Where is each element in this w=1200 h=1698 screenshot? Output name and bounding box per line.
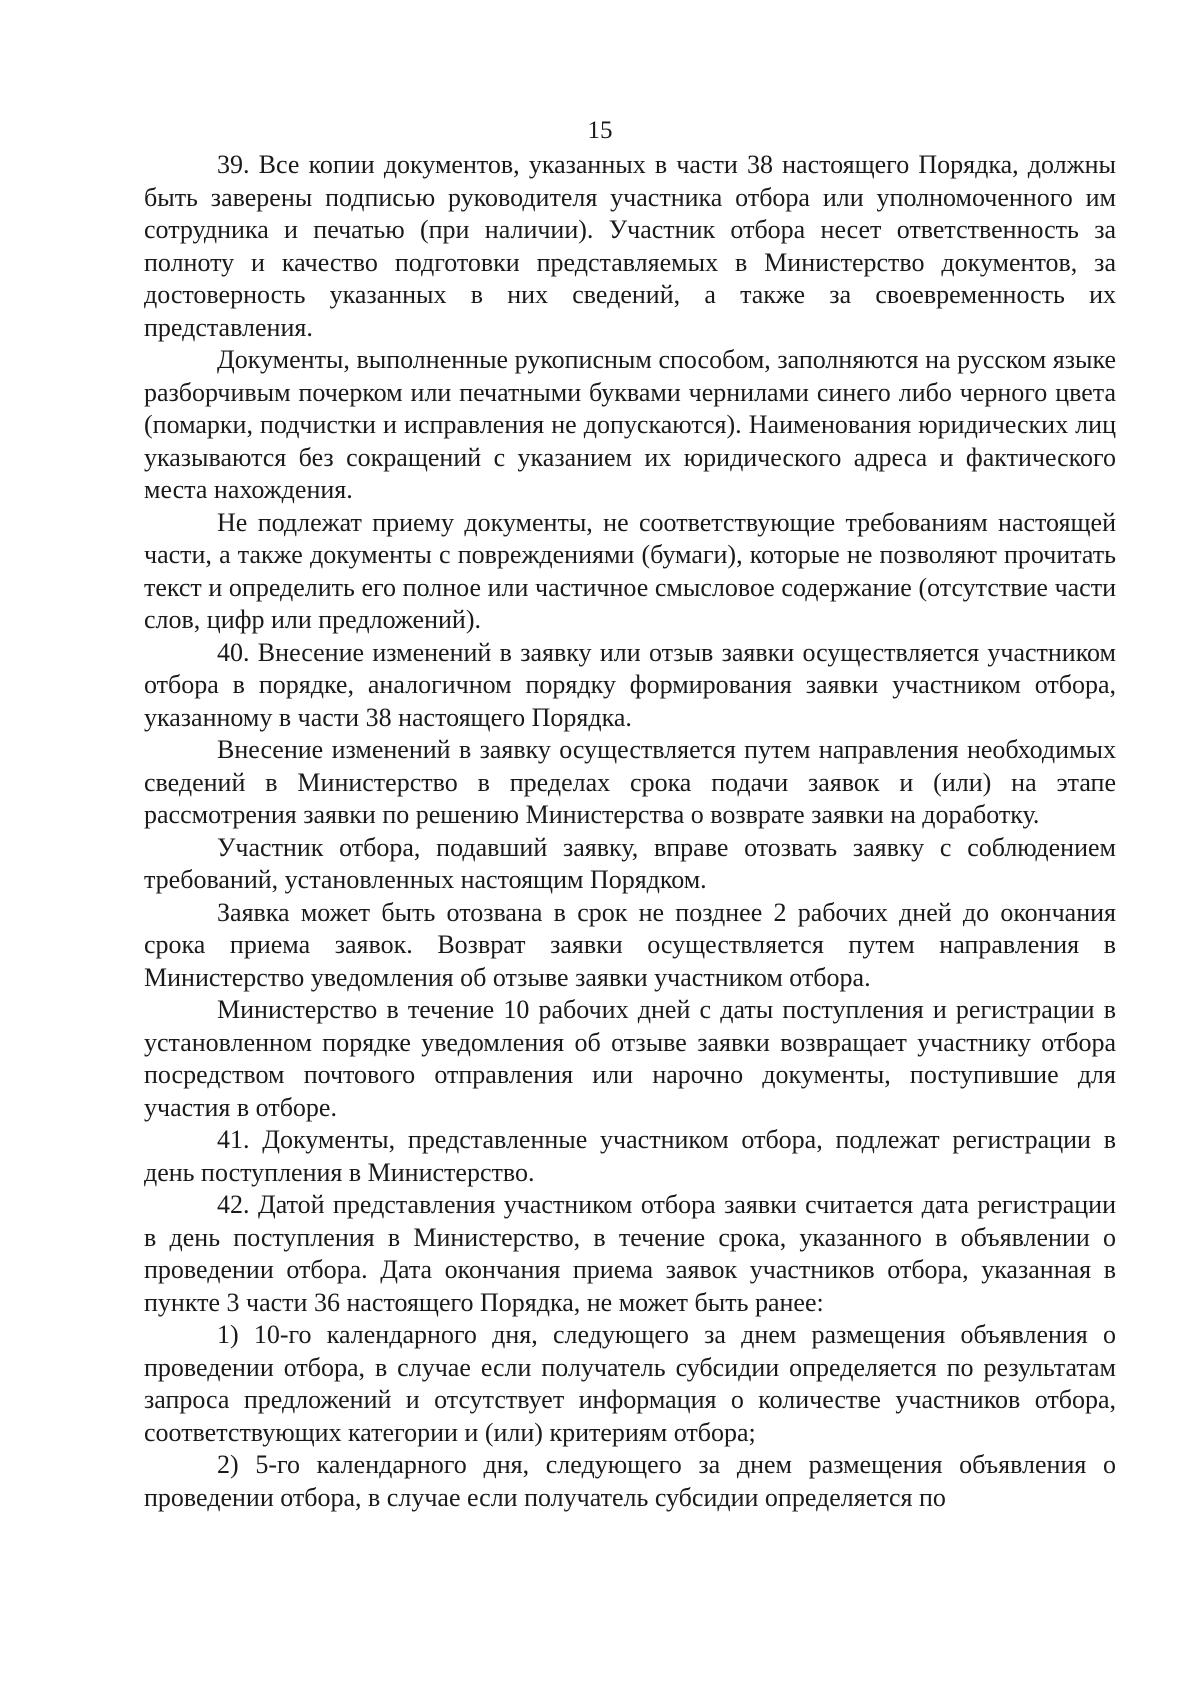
list-item-2: 2) 5-го календарного дня, следующего за днем размещения объявления о проведении отбора, в случае если получатель субсидии определяется по <box>144 1450 1116 1512</box>
paragraph-handwritten-documents: Документы, выполненные рукописным способом, заполняются на русском языке разборчивым почерком или печатными буквами чернилами синего либо черного цвета (помарки, подчистки и исправления не допускаются). Наименования юридических лиц указываются без сокращений с указанием их юридического адреса и фактического места нахождения. <box>144 345 1116 504</box>
paragraph-42: 42. Датой представления участником отбора заявки считается дата регистрации в день поступления в Министерство, в течение срока, указанного в объявлении о проведении отбора. Дата окончания приема заявок участников отбора, указанная в пункте 3 части 36 настоящего Порядка, не может быть ранее: <box>144 1190 1116 1317</box>
paragraph-41: 41. Документы, представленные участником отбора, подлежат регистрации в день поступления в Министерство. <box>144 1125 1116 1187</box>
paragraph-documents-return: Министерство в течение 10 рабочих дней с даты поступления и регистрации в установленном порядке уведомления об отзыве заявки возвращает участнику отбора посредством почтового отправления или нарочно документы, поступившие для участия в отборе. <box>144 995 1116 1122</box>
paragraph-39: 39. Все копии документов, указанных в части 38 настоящего Порядка, должны быть заверены подписью руководителя участника отбора или уполномоченного им сотрудника и печатью (при наличии). Участник отбора несет ответственность за полноту и качество подготовки представляемых в Министерство документов, за достоверность указанных в них сведений, а также за своевременность их представления. <box>144 150 1116 342</box>
document-body <box>144 149 1116 1514</box>
list-item-1: 1) 10-го календарного дня, следующего за днем размещения объявления о проведении отбора, в случае если получатель субсидии определяется по результатам запроса предложений и отсутствует информация о количестве участников отбора, соответствующих категории и (или) критериям отбора; <box>144 1320 1116 1447</box>
paragraph-40: 40. Внесение изменений в заявку или отзыв заявки осуществляется участником отбора в порядке, аналогичном порядку формирования заявки участником отбора, указанному в части 38 настоящего Порядка. <box>144 637 1116 732</box>
paragraph-changes: Внесение изменений в заявку осуществляется путем направления необходимых сведений в Министерство в пределах срока подачи заявок и (или) на этапе рассмотрения заявки по решению Министерства о возврате заявки на доработку. <box>144 735 1116 829</box>
page-number: 15 <box>587 117 613 144</box>
paragraph-rejected-documents: Не подлежат приему документы, не соответствующие требованиям настоящей части, а также документы с повреждениями (бумаги), которые не позволяют прочитать текст и определить его полное или частичное смысловое содержание (отсутствие части слов, цифр или предложений). <box>144 507 1116 634</box>
paragraph-withdrawal-deadline: Заявка может быть отозвана в срок не позднее 2 рабочих дней до окончания срока приема заявок. Возврат заявки осуществляется путем направления в Министерство уведомления об отзыве заявки участником отбора. <box>144 897 1116 992</box>
paragraph-withdrawal-right: Участник отбора, подавший заявку, вправе отозвать заявку с соблюдением требований, установленных настоящим Порядком. <box>144 832 1116 894</box>
